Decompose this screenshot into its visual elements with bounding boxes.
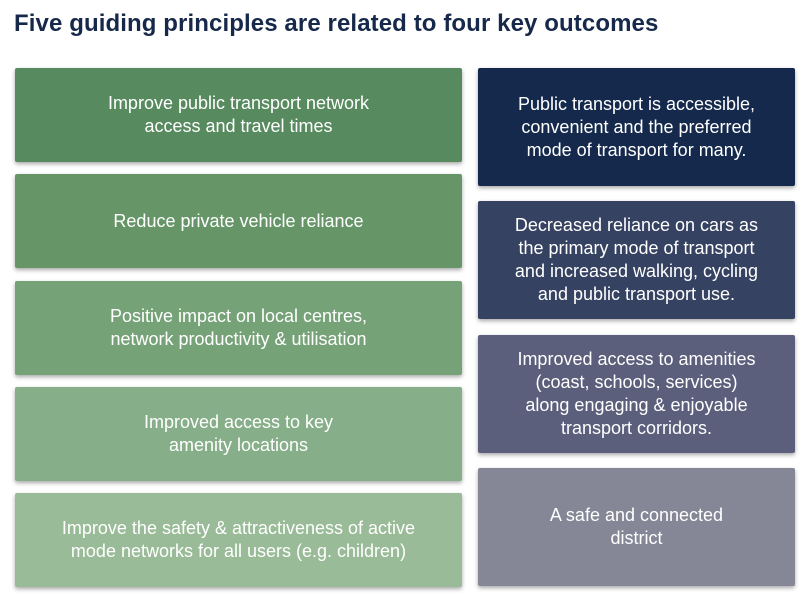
principle-box-public-transport-access: Improve public transport network access and travel times [15,68,462,162]
principle-box-active-mode-safety: Improve the safety & attractiveness of active mode networks for all users (e.g. children) [15,493,462,587]
page-title: Five guiding principles are related to four key outcomes [14,10,659,37]
principle-box-amenity-access: Improved access to key amenity locations [15,387,462,481]
outcome-box-improved-amenity-access: Improved access to amenities (coast, schools, services) along engaging & enjoyable transport corridors. [478,335,795,453]
outcome-box-public-transport-preferred: Public transport is accessible, convenient and the preferred mode of transport for many. [478,68,795,186]
outcome-box-decreased-car-reliance: Decreased reliance on cars as the primary mode of transport and increased walking, cycling and public transport use. [478,201,795,319]
principle-box-local-centres-impact: Positive impact on local centres, network productivity & utilisation [15,281,462,375]
principle-box-reduce-vehicle-reliance: Reduce private vehicle reliance [15,174,462,268]
outcome-box-safe-connected-district: A safe and connected district [478,468,795,586]
